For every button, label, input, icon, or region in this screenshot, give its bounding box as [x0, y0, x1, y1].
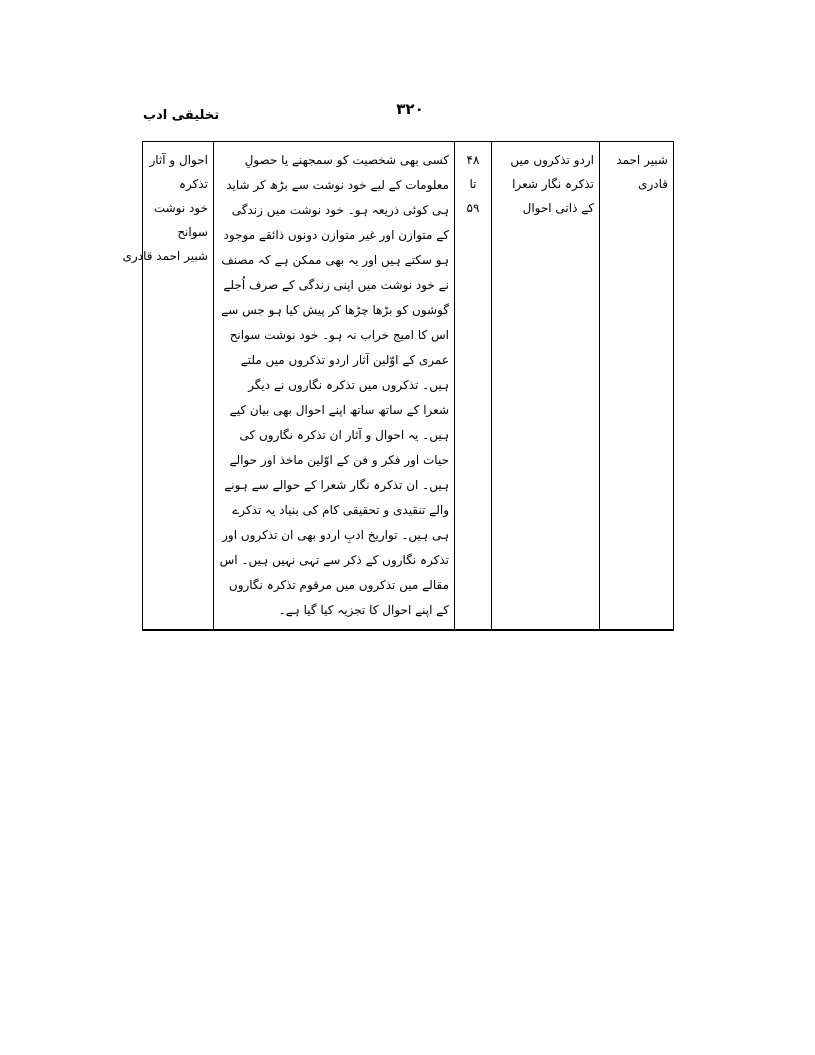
keywords-cell: [122, 142, 214, 631]
keyword: شبیر احمد قادری: [122, 249, 208, 263]
title-cell: اردو تذکروں میں تذکرہ نگار شعرا کے ذاتی احوال: [492, 142, 600, 631]
abstract-cell: کسی بھی شخصیت کو سمجھنے یا حصولِ معلومات کے لیے خود نوشت سے بڑھ کر شاید ہی کوئی ذریعہ ہو۔ خود نوشت میں زندگی کے متوازن اور غیر متوازن دونوں ذائقے موجود ہو سکتے ہیں اور یہ بھی ممکن ہے کہ مصنف نے خود نوشت میں اپنی زندگی کے صرف اُجلے گوشوں کو بڑھا چڑھا کر پیش کیا ہو جس سے اس کا امیج خراب نہ ہو۔ خود نوشت سوانح عمری کے اوّلین آثار اردو تذکروں میں ملتے ہیں۔ تذکروں میں تذکرہ نگاروں نے دیگر شعرا کے ساتھ ساتھ اپنے احوال بھی بیان کیے ہیں۔ یہ احوال و آثار ان تذکرہ نگاروں کی حیات اور فکر و فن کے اوّلین ماخذ اور حوالے ہیں۔ ان تذکرہ نگار شعرا کے حوالے سے ہونے والے تنقیدی و تحقیقی کام کی بنیاد یہ تذکرے ہی ہیں۔ تواریخ ادبِ اردو بھی ان تذکروں اور تذکرہ نگاروں کے ذکر سے تہی نہیں ہیں۔ اس مقالے میں تذکروں میں مرقوم تذکرہ نگاروں کے اپنے احوال کا تجزیہ کیا گیا ہے۔: [214, 142, 455, 631]
page-start: ۴۸: [466, 153, 480, 167]
keyword: سوانح: [177, 225, 208, 239]
page-range-separator: تا: [469, 177, 477, 191]
page-number: ۳۲۰: [396, 100, 424, 118]
keyword: احوال و آثار: [149, 153, 208, 167]
table-row: [143, 142, 674, 631]
keyword: خود نوشت: [153, 201, 208, 215]
pages-cell: [455, 142, 492, 631]
journal-name: تخلیقی ادب: [143, 108, 220, 123]
bibliography-table: [122, 141, 674, 631]
page-end: ۵۹: [466, 201, 480, 215]
author-cell: شبیر احمد قادری: [600, 142, 674, 631]
keyword: تذکرہ: [178, 177, 208, 191]
